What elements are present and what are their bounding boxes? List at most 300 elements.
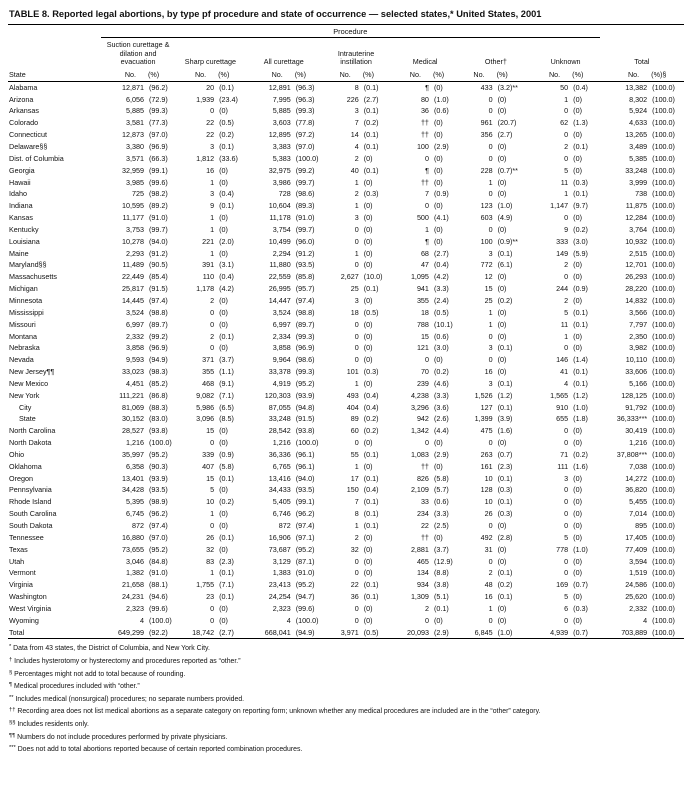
percent-cell: (97.4): [149, 521, 168, 530]
percent-cell: (0): [573, 485, 582, 495]
percent-cell: (0.1): [363, 497, 379, 507]
count-cell: 2: [210, 331, 215, 341]
percent-cell: (91.0): [149, 213, 168, 223]
percent-cell: (2.6): [433, 414, 449, 424]
table-row: [8, 378, 684, 390]
count-cell: 87,055: [268, 402, 291, 412]
percent-cell: (0.4): [363, 485, 379, 495]
count-cell: 37,808***: [616, 449, 648, 459]
count-cell: 872: [132, 521, 144, 530]
pct-header: (%): [291, 68, 322, 82]
percent-cell: (100.0): [652, 213, 675, 223]
percent-cell: (1.0): [573, 402, 588, 412]
percent-cell: (0): [573, 213, 582, 223]
count-cell: 26: [484, 509, 493, 519]
count-cell: 14,447: [268, 295, 291, 305]
count-cell: 1,526: [474, 390, 493, 400]
percent-cell: (96.9): [149, 343, 168, 353]
count-cell: 16,880: [122, 532, 144, 542]
percent-cell: (10.0): [363, 272, 383, 282]
count-cell: 391: [202, 260, 215, 270]
count-cell: 22,559: [268, 272, 291, 282]
count-cell: 0: [354, 319, 359, 329]
percent-cell: (2.7): [497, 130, 513, 140]
count-cell: 226: [346, 94, 359, 104]
state-column-header: State: [8, 68, 101, 82]
percent-cell: (0.1): [363, 580, 379, 590]
percent-cell: (0): [219, 509, 228, 519]
count-cell: 22: [420, 521, 429, 530]
table-row: [8, 295, 684, 307]
count-cell: 0: [424, 201, 429, 211]
count-cell: 0: [564, 615, 569, 625]
count-cell: 0: [210, 319, 215, 329]
count-cell: 16: [484, 367, 493, 377]
percent-cell: (100.0): [652, 82, 675, 92]
percent-cell: (93.8): [295, 426, 315, 436]
state-name: Arkansas: [9, 106, 39, 116]
percent-cell: (94.6): [149, 592, 168, 602]
percent-cell: (0.9): [219, 449, 234, 459]
count-cell: 7,797: [629, 319, 648, 329]
percent-cell: (100.0): [652, 485, 675, 495]
count-cell: 26,995: [268, 284, 291, 294]
count-cell: 941: [416, 284, 429, 294]
count-cell: 0: [354, 343, 359, 353]
count-cell: 20,093: [390, 627, 429, 639]
col-group-suction-curettage: Suction curettage & dilation and evacuation: [106, 40, 170, 67]
count-cell: 10,932: [625, 236, 648, 246]
percent-cell: (0.6): [433, 497, 449, 507]
count-cell: 12,701: [625, 260, 648, 270]
percent-cell: (98.3): [149, 367, 168, 377]
count-cell: 0: [354, 438, 359, 448]
count-cell: 10,110: [625, 355, 648, 365]
col-group-intrauterine-instillation: Intrauterine instillation: [337, 48, 375, 67]
count-cell: 0: [564, 497, 569, 507]
count-cell: 28,542: [268, 426, 291, 436]
percent-cell: (100.0): [652, 497, 675, 507]
count-cell: 36,820: [625, 485, 648, 495]
count-cell: 475: [480, 426, 493, 436]
state-name: Maine: [9, 248, 29, 258]
count-cell: 10,499: [268, 236, 291, 246]
count-cell: 493: [346, 390, 359, 400]
percent-cell: (100.0): [652, 106, 675, 116]
count-cell: 1: [424, 224, 429, 234]
count-cell: 5,166: [629, 378, 648, 388]
count-cell: 3,982: [629, 343, 648, 353]
count-cell: 7,014: [629, 509, 648, 519]
count-cell: 11,875: [625, 201, 648, 211]
percent-cell: (87.1): [295, 556, 315, 566]
count-cell: 3,524: [272, 307, 291, 317]
percent-cell: (3.9): [497, 414, 513, 424]
percent-cell: (0): [363, 201, 373, 211]
count-cell: 8: [354, 82, 359, 92]
percent-cell: (0.5): [433, 307, 449, 317]
count-cell: 55: [350, 449, 359, 459]
percent-cell: (100.0): [652, 592, 675, 602]
count-cell: 0: [488, 94, 493, 104]
percent-cell: (97.0): [295, 142, 315, 151]
count-cell: 24,231: [122, 592, 144, 602]
table-row: [8, 532, 684, 544]
col-group-unknown: Unknown: [550, 57, 581, 67]
percent-cell: (94.7): [295, 592, 315, 602]
percent-cell: (0): [573, 153, 582, 163]
count-cell: 1: [564, 189, 569, 199]
count-cell: 3,986: [272, 177, 291, 187]
footnote: * Data from 43 states, the District of Columbia, and New York City.: [9, 644, 210, 653]
count-cell: 0: [424, 355, 429, 365]
count-cell: 60: [350, 426, 359, 436]
percent-cell: (2.4): [433, 295, 449, 305]
percent-cell: (66.3): [149, 153, 168, 163]
count-cell: 655: [556, 414, 569, 424]
percent-cell: (85.2): [149, 378, 168, 388]
percent-cell: (83.0): [149, 414, 168, 424]
count-cell: 5,885: [272, 106, 291, 116]
percent-cell: (0.4): [573, 82, 588, 92]
table-row: [8, 307, 684, 319]
count-cell: 11,177: [122, 213, 144, 223]
percent-cell: (100.0): [652, 556, 675, 566]
table-row: [8, 402, 684, 414]
count-cell: 1,519: [629, 568, 648, 578]
no-header: No.: [245, 68, 290, 82]
percent-cell: (100.0): [652, 94, 675, 104]
percent-cell: (2.7): [363, 94, 379, 104]
percent-cell: (0): [497, 355, 507, 365]
count-cell: 228: [480, 165, 493, 175]
percent-cell: (0.1): [363, 130, 379, 140]
percent-cell: (99.3): [295, 331, 315, 341]
count-cell: 2,323: [126, 603, 144, 613]
percent-cell: (0): [363, 438, 373, 448]
count-cell: ¶: [425, 236, 429, 246]
group-header-row: [8, 38, 684, 68]
count-cell: 0: [564, 426, 569, 436]
count-cell: 2: [354, 153, 359, 163]
count-cell: 10: [206, 497, 215, 507]
percent-cell: (0): [219, 426, 228, 436]
count-cell: 3,754: [272, 224, 291, 234]
count-cell: 1,399: [474, 414, 493, 424]
percent-cell: (0.2): [497, 580, 513, 590]
count-cell: 24,254: [268, 592, 291, 602]
percent-cell: (98.2): [149, 189, 168, 199]
count-cell: 0: [210, 603, 215, 613]
percent-cell: (2.7): [214, 627, 245, 639]
percent-cell: (10.1): [433, 319, 453, 329]
percent-cell: (1.3): [573, 118, 588, 128]
percent-cell: (0): [433, 355, 443, 365]
percent-cell: (100.0): [652, 438, 675, 448]
table-row: [8, 579, 684, 591]
count-cell: 33,248: [268, 414, 291, 424]
count-cell: 161: [480, 461, 493, 471]
percent-cell: (2.9): [433, 142, 449, 151]
percent-cell: (0): [573, 438, 582, 448]
percent-cell: (0.1): [573, 319, 588, 329]
percent-cell: (0): [497, 438, 507, 448]
count-cell: 101: [346, 367, 359, 377]
percent-cell: (95.2): [149, 449, 168, 459]
state-name: Colorado: [9, 118, 39, 128]
procedure-span-row: [8, 25, 684, 38]
percent-cell: (0.1): [219, 473, 234, 483]
count-cell: 3,524: [126, 307, 144, 317]
percent-cell: (0.3): [573, 603, 588, 613]
percent-cell: (100.0): [652, 580, 675, 590]
percent-cell: (100.0): [652, 461, 675, 471]
count-cell: 1: [354, 248, 359, 258]
percent-cell: (94.8): [295, 402, 315, 412]
percent-cell: (1.8): [573, 414, 588, 424]
count-cell: 48: [484, 580, 493, 590]
count-cell: 0: [488, 331, 493, 341]
count-cell: 100: [480, 236, 493, 246]
percent-cell: (100.0): [652, 142, 675, 151]
count-cell: 3,985: [126, 177, 144, 187]
count-cell: 26,293: [625, 272, 648, 282]
percent-cell: (5.8): [433, 473, 449, 483]
percent-cell: (0.2): [363, 414, 379, 424]
percent-cell: (0.2): [497, 295, 513, 305]
percent-cell: (100.0): [149, 438, 172, 448]
percent-cell: (93.5): [149, 485, 168, 495]
count-cell: 9,964: [272, 355, 291, 365]
col-group-medical: Medical: [412, 57, 438, 67]
count-cell: 13,265: [625, 130, 648, 140]
state-name: Minnesota: [9, 295, 43, 305]
percent-cell: (0): [573, 509, 582, 519]
percent-cell: (88.1): [149, 580, 168, 590]
percent-cell: (0.7): [573, 580, 588, 590]
pct-header: (%): [493, 68, 532, 82]
state-name: Montana: [9, 331, 37, 341]
count-cell: 1,382: [126, 568, 144, 578]
count-cell: 404: [346, 402, 359, 412]
percent-cell: (0.1): [497, 568, 513, 578]
count-cell: 2,881: [410, 544, 429, 554]
footnote: ¶¶ Numbers do not include procedures performed by private physicians.: [9, 732, 228, 741]
footnote-symbol: §: [9, 669, 13, 676]
table-row: [8, 283, 684, 295]
state-name: Vermont: [9, 568, 36, 578]
count-cell: 5,385: [629, 153, 648, 163]
count-cell: 0: [564, 153, 569, 163]
percent-cell: (4.4): [433, 426, 449, 436]
count-cell: 1,383: [272, 568, 291, 578]
percent-cell: (2.9): [433, 449, 449, 459]
percent-cell: (0): [363, 568, 373, 578]
pct-total-header: (%)§: [647, 68, 684, 82]
percent-cell: (0): [433, 153, 443, 163]
percent-cell: (89.2): [149, 201, 168, 211]
table-row: [8, 105, 684, 117]
percent-cell: (6.1): [497, 260, 513, 270]
state-name: Missouri: [9, 319, 36, 329]
table-row: [8, 200, 684, 212]
count-cell: 355: [202, 367, 215, 377]
percent-cell: (96.0): [295, 236, 315, 246]
percent-cell: (94.9): [291, 627, 322, 639]
count-cell: 36,333***: [616, 414, 648, 424]
count-cell: 12,284: [625, 213, 648, 223]
percent-cell: (99.2): [295, 165, 315, 175]
count-cell: 0: [354, 556, 359, 566]
percent-cell: (100.0): [652, 307, 675, 317]
count-cell: 3,383: [272, 142, 291, 151]
no-header: No.: [460, 68, 492, 82]
table-row: [8, 117, 684, 129]
count-cell: 33,606: [625, 367, 648, 377]
count-cell: 100: [416, 142, 429, 151]
percent-cell: (0.6): [433, 106, 449, 116]
count-cell: 725: [132, 189, 144, 199]
percent-cell: (3.0): [573, 236, 588, 246]
percent-cell: (5.8): [219, 461, 234, 471]
percent-cell: (0.1): [363, 521, 379, 530]
percent-cell: (99.1): [149, 165, 168, 175]
percent-cell: (97.4): [149, 295, 168, 305]
table-row: [8, 496, 684, 508]
count-cell: 22: [206, 118, 215, 128]
percent-cell: (0.1): [497, 248, 513, 258]
count-cell: 239: [416, 378, 429, 388]
percent-cell: (0): [573, 106, 582, 116]
count-cell: 1,147: [550, 201, 569, 211]
percent-cell: (99.3): [295, 367, 315, 377]
percent-cell: (1.6): [497, 426, 513, 436]
percent-cell: (0.3): [363, 189, 379, 199]
count-cell: 25: [350, 284, 359, 294]
count-cell: 36: [350, 592, 359, 602]
percent-cell: (0.1): [497, 402, 513, 412]
count-cell: 0: [210, 438, 215, 448]
state-name: Pennsylvania: [9, 485, 52, 495]
table-row: [8, 461, 684, 473]
percent-cell: (90.3): [149, 461, 168, 471]
percent-cell: (2.0): [219, 236, 234, 246]
percent-cell: (3.0): [433, 343, 449, 353]
percent-cell: (99.7): [295, 177, 315, 187]
count-cell: 4: [564, 378, 569, 388]
footnotes: [8, 639, 684, 755]
count-cell: 2: [354, 532, 359, 542]
percent-cell: (0): [497, 94, 507, 104]
count-cell: 3: [488, 248, 493, 258]
percent-cell: (91.0): [295, 568, 315, 578]
percent-cell: (0): [363, 177, 373, 187]
percent-cell: (91.0): [295, 213, 315, 223]
col-group-sharp-curettage: Sharp curettage: [184, 57, 236, 67]
percent-cell: (2.3): [219, 556, 234, 566]
percent-cell: (100.0): [652, 355, 675, 365]
count-cell: 3,764: [629, 224, 648, 234]
table-row: [8, 508, 684, 520]
percent-cell: (3.6): [433, 402, 449, 412]
percent-cell: (88.3): [149, 402, 168, 412]
percent-cell: (97.4): [295, 521, 315, 530]
percent-cell: (0): [363, 260, 373, 270]
percent-cell: (0.6): [433, 331, 449, 341]
percent-cell: (0.7)**: [497, 165, 518, 175]
no-header: No.: [600, 68, 647, 82]
percent-cell: (9.1): [219, 378, 234, 388]
percent-cell: (0): [219, 224, 228, 234]
count-cell: 32,975: [268, 165, 291, 175]
header-spacer: [8, 38, 101, 68]
count-cell: 3,999: [629, 177, 648, 187]
percent-cell: (0): [219, 165, 228, 175]
percent-cell: (6.5): [219, 402, 234, 412]
percent-cell: (0.7): [568, 627, 600, 639]
count-cell: 668,041: [245, 627, 290, 639]
count-cell: 146: [556, 355, 569, 365]
count-cell: 5,405: [272, 497, 291, 507]
percent-cell: (0): [573, 592, 582, 602]
count-cell: 1,309: [410, 592, 429, 602]
count-cell: 149: [556, 248, 569, 258]
count-cell: 15: [206, 426, 215, 436]
percent-cell: (0): [219, 319, 228, 329]
count-cell: 2,515: [629, 248, 648, 258]
count-cell: 4: [643, 615, 648, 625]
footnote-symbol: §§: [9, 720, 16, 726]
no-header: No.: [531, 68, 568, 82]
percent-cell: (0): [497, 615, 507, 625]
percent-cell: (98.9): [149, 497, 168, 507]
percent-cell: (0): [363, 319, 373, 329]
percent-cell: (98.8): [295, 307, 315, 317]
count-cell: 120,303: [264, 390, 291, 400]
count-cell: 121: [416, 343, 429, 353]
percent-cell: (96.1): [295, 449, 315, 459]
count-cell: 263: [480, 449, 493, 459]
count-cell: 2: [488, 568, 493, 578]
count-cell: 961: [480, 118, 493, 128]
pct-header: (%): [359, 68, 390, 82]
percent-cell: (0): [433, 236, 443, 246]
percent-cell: (0): [497, 142, 507, 151]
footnote-symbol: ¶¶: [9, 732, 16, 739]
count-cell: 26: [206, 532, 215, 542]
count-cell: 3: [354, 213, 359, 223]
count-cell: 0: [564, 106, 569, 116]
count-cell: 31: [484, 544, 493, 554]
state-name: Louisiana: [9, 236, 40, 246]
percent-cell: (8.5): [219, 414, 234, 424]
pct-header: (%): [429, 68, 460, 82]
state-name: Michigan: [9, 284, 38, 294]
count-cell: 3,603: [272, 118, 291, 128]
count-cell: 35,997: [122, 449, 144, 459]
percent-cell: (1.0): [433, 94, 449, 104]
count-cell: 2: [424, 603, 429, 613]
count-cell: 91,792: [625, 402, 648, 412]
percent-cell: (4.6): [433, 378, 449, 388]
count-cell: 10,604: [268, 201, 291, 211]
percent-cell: (0): [573, 94, 582, 104]
count-cell: 6,845: [460, 627, 492, 639]
percent-cell: (0.1): [363, 106, 379, 116]
percent-cell: (12.9): [433, 556, 453, 566]
percent-cell: (0.4): [363, 390, 379, 400]
state-name: Dist. of Columbia: [9, 153, 64, 163]
